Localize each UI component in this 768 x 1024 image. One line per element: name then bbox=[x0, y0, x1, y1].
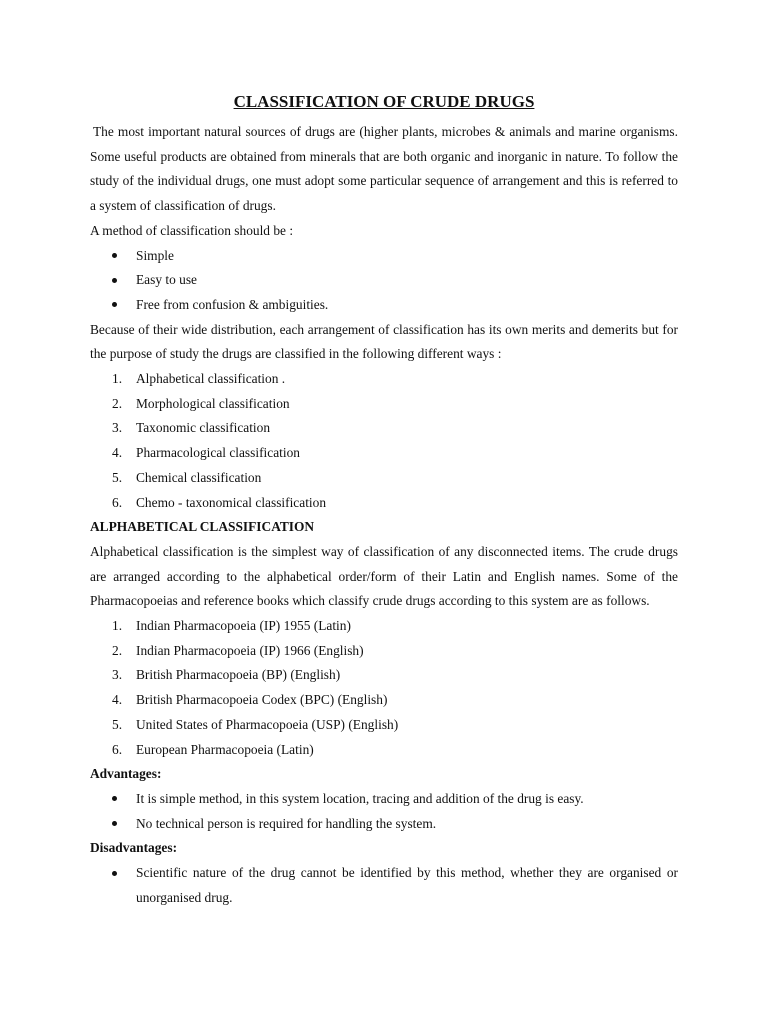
list-item: 2. Indian Pharmacopoeia (IP) 1966 (English) bbox=[112, 642, 364, 658]
list-item: 1. Alphabetical classification . bbox=[112, 371, 286, 387]
list-item: 5. United States of Pharmacopoeia (USP) (English) bbox=[112, 716, 399, 732]
pharmacopoeia-list bbox=[90, 614, 678, 762]
list-item: Free from confusion & ambiguities. bbox=[90, 293, 678, 318]
intro-paragraph: The most important natural sources of drugs are (higher plants, microbes & animals and marine organisms. Some useful products are obtained from minerals that are both organic and inorganic in nature. To follow the study of the individual drugs, one must adopt some particular sequence of arrangement and this is referred to a system of classification of drugs. bbox=[90, 124, 678, 214]
classification-ways-list bbox=[90, 367, 678, 515]
list-item: 6. European Pharmacopoeia (Latin) bbox=[112, 741, 314, 757]
list-item: 5. Chemical classification bbox=[112, 469, 262, 485]
list-item: 3. British Pharmacopoeia (BP) (English) bbox=[112, 667, 341, 683]
list-item: 3. Taxonomic classification bbox=[112, 420, 271, 436]
list-item: It is simple method, in this system location, tracing and addition of the drug is easy. bbox=[90, 787, 678, 812]
list-item: Easy to use bbox=[90, 268, 678, 293]
page-title: CLASSIFICATION OF CRUDE DRUGS bbox=[233, 92, 535, 111]
disadvantages-list bbox=[90, 861, 678, 910]
advantages-list bbox=[90, 787, 678, 836]
bullet-icon bbox=[112, 787, 126, 812]
document-page bbox=[90, 88, 678, 911]
list-item: 4. British Pharmacopoeia Codex (BPC) (English) bbox=[112, 692, 388, 708]
section-heading-advantages: Advantages: bbox=[90, 766, 162, 782]
list-item: 4. Pharmacological classification bbox=[112, 445, 300, 461]
bullet-icon bbox=[112, 861, 126, 886]
bullet-icon bbox=[112, 244, 126, 269]
list-item: Scientific nature of the drug cannot be identified by this method, whether they are organised or unorganised drug. bbox=[90, 861, 678, 910]
section-heading-disadvantages: Disadvantages: bbox=[90, 840, 178, 856]
bullet-icon bbox=[112, 293, 126, 318]
list-item: 2. Morphological classification bbox=[112, 395, 290, 411]
method-list bbox=[90, 244, 678, 318]
list-item: 1. Indian Pharmacopoeia (IP) 1955 (Latin) bbox=[112, 618, 351, 634]
bullet-icon bbox=[112, 268, 126, 293]
list-item: Simple bbox=[90, 244, 678, 269]
list-item: No technical person is required for handling the system. bbox=[90, 812, 678, 837]
bullet-icon bbox=[112, 812, 126, 837]
ways-intro-paragraph: Because of their wide distribution, each arrangement of classification has its own merits and demerits but for the purpose of study the drugs are classified in the following different ways : bbox=[90, 321, 678, 362]
section-heading-alphabetical: ALPHABETICAL CLASSIFICATION bbox=[90, 519, 315, 535]
method-lead: A method of classification should be : bbox=[90, 222, 294, 238]
alphabetical-paragraph: Alphabetical classification is the simplest way of classification of any disconnected items. The crude drugs are arranged according to the alphabetical order/form of their Latin and English names. Some of the Pharmacopoeias and reference books which classify crude drugs according to this system are as follows. bbox=[90, 543, 678, 609]
list-item: 6. Chemo - taxonomical classification bbox=[112, 494, 327, 510]
